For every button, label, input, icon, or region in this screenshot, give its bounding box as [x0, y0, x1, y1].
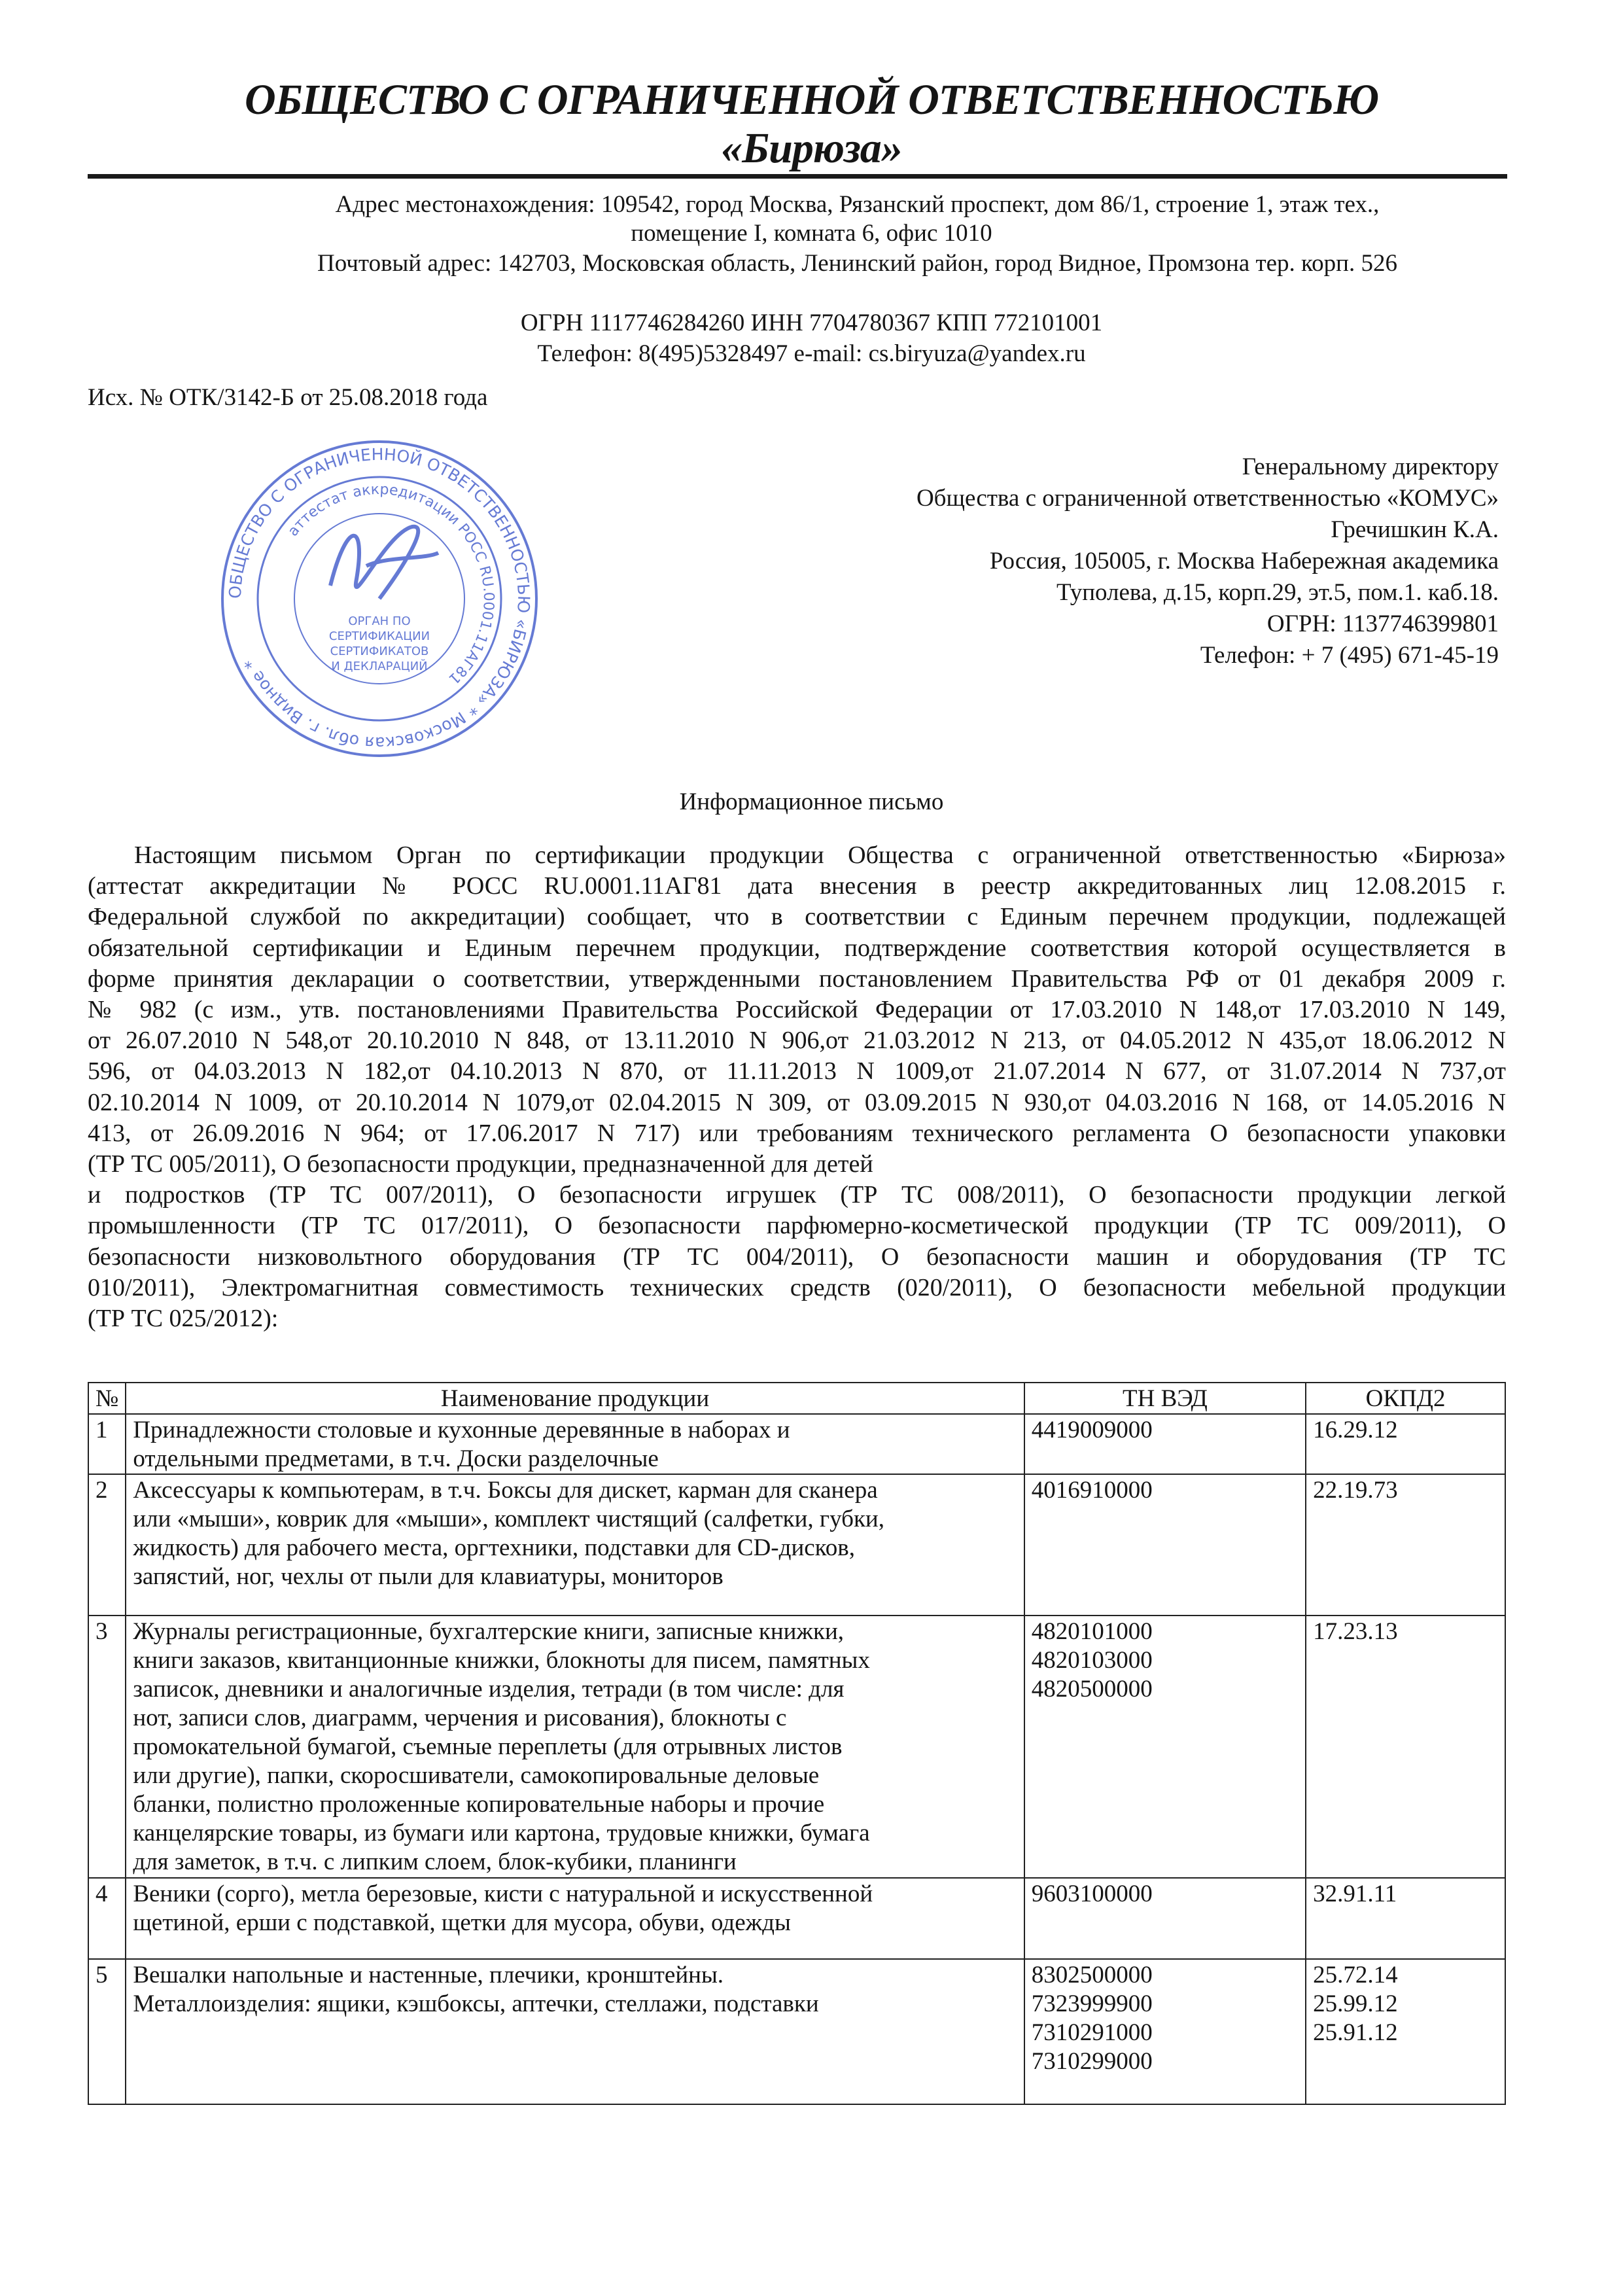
- body-line: 02.10.2014 N 1009, от 20.10.2014 N 1079,от 02.04.2015 N 309, от 03.09.2015 N 930,от 04.03.2016 N 168, от 14.05.2016 N: [88, 1088, 1506, 1116]
- header-okpd2: ОКПД2: [1306, 1383, 1505, 1414]
- cell-tnved-line: 4820500000: [1031, 1676, 1153, 1703]
- company-name-line1: ОБЩЕСТВО С ОГРАНИЧЕННОЙ ОТВЕТСТВЕННОСТЬЮ: [244, 76, 1379, 124]
- table-row: [88, 1414, 1505, 1474]
- body-line: форме принятия декларации о соответствии, утвержденными постановлением Правительства РФ от 01 декабря 2009 г.: [88, 964, 1506, 993]
- addressee-line: Гречишкин К.А.: [1331, 516, 1499, 543]
- cell-okpd2-line: 17.23.13: [1313, 1618, 1398, 1645]
- body-line: (ТР ТС 005/2011), О безопасности продукции, предназначенной для детей: [88, 1150, 873, 1178]
- cell-tnved: [1024, 1414, 1306, 1474]
- body-line: от 26.07.2010 N 548,от 20.10.2010 N 848, от 13.11.2010 N 906,от 21.03.2012 N 213, от 04.05.2012 N 435,от 18.06.2012 N: [88, 1027, 1506, 1055]
- body-line: (ТР ТС 025/2012):: [88, 1305, 279, 1332]
- stamp-outer-text: ОБЩЕСТВО С ОГРАНИЧЕННОЙ ОТВЕТСТВЕННОСТЬЮ «БИРЮЗА» * Московская обл. г. Видное *: [225, 444, 534, 753]
- cell-tnved: [1024, 1878, 1306, 1959]
- contacts: Телефон: 8(495)5328497 e-mail: cs.biryuza@yandex.ru: [537, 340, 1086, 367]
- cell-tnved-line: 4016910000: [1031, 1477, 1153, 1504]
- cell-okpd2-line: 32.91.11: [1313, 1881, 1397, 1907]
- cell-tnved-line: 4820101000: [1031, 1618, 1153, 1645]
- addressee-line: Россия, 105005, г. Москва Набережная академика: [989, 548, 1499, 574]
- legal-address-line1: Адрес местонахождения: 109542, город Москва, Рязанский проспект, дом 86/1, строение 1, этаж тех.,: [335, 191, 1380, 218]
- table-row: [88, 1474, 1505, 1616]
- stamp-center-line: СЕРТИФИКАТОВ: [330, 645, 429, 658]
- table-row: [88, 1616, 1505, 1878]
- cell-product-name-line: промокательной бумагой, съемные переплеты (для отрывных листов: [133, 1733, 843, 1760]
- cell-tnved-line: 4820103000: [1031, 1647, 1153, 1674]
- cell-tnved-line: 7310291000: [1031, 2019, 1153, 2046]
- cell-product-name: [126, 1959, 1024, 2104]
- postal-address: Почтовый адрес: 142703, Московская область, Ленинский район, город Видное, Промзона тер. корп. 526: [317, 250, 1397, 277]
- table-row: [88, 1878, 1505, 1959]
- cell-okpd2: [1306, 1474, 1505, 1616]
- cell-product-name: [126, 1474, 1024, 1616]
- body-line: № 982 (с изм., утв. постановлениями Правительства Российской Федерации от 17.03.2010 N 148,от 17.03.2010 N 149,: [88, 996, 1506, 1023]
- cell-product-name-line: Аксессуары к компьютерам, в т.ч. Боксы для дискет, карман для сканера: [133, 1477, 878, 1504]
- cell-product-name-line: канцелярские товары, из бумаги или картона, трудовые книжки, бумага: [133, 1820, 870, 1846]
- cell-tnved-line: 7310299000: [1031, 2048, 1153, 2075]
- cell-product-name-line: отдельными предметами, в т.ч. Доски разделочные: [133, 1445, 659, 1472]
- cell-tnved: [1024, 1616, 1306, 1878]
- cell-tnved-line: 7323999900: [1031, 1990, 1153, 2017]
- table-header-row: [88, 1383, 1505, 1414]
- cell-tnved-line: 4419009000: [1031, 1417, 1153, 1443]
- body-line: безопасности низковольтного оборудования (ТР ТС 004/2011), О безопасности машин и оборудования (ТР ТС: [88, 1243, 1506, 1271]
- body-line: (аттестат аккредитации № РОСС RU.0001.11АГ81 дата внесения в реестр аккредитованных лиц 12.08.2015 г.: [88, 872, 1506, 900]
- letterhead-divider: [88, 174, 1507, 179]
- product-table: [88, 1382, 1506, 2105]
- cell-product-name-line: Вешалки напольные и настенные, плечики, кронштейны.: [133, 1962, 724, 1988]
- cell-product-name-line: Журналы регистрационные, бухгалтерские книги, записные книжки,: [133, 1618, 845, 1645]
- body-line: Федеральной службой по аккредитации) сообщает, что в соответствии с Единым перечнем продукции, подлежащей: [88, 903, 1506, 931]
- cell-number: 5: [88, 1959, 126, 2104]
- registration-numbers: ОГРН 1117746284260 ИНН 7704780367 КПП 772101001: [520, 309, 1103, 336]
- signature: [330, 527, 438, 599]
- body-line: 413, от 26.09.2016 N 964; от 17.06.2017 N 717) или требованиям технического регламента О безопасности упаковки: [88, 1119, 1506, 1147]
- cell-number: 3: [88, 1616, 126, 1878]
- organization-stamp: [216, 435, 543, 762]
- cell-number: 1: [88, 1414, 126, 1474]
- cell-product-name: [126, 1878, 1024, 1959]
- stamp-center-line: СЕРТИФИКАЦИИ: [328, 629, 430, 643]
- stamp-inner-text: аттестат аккредитации РОСС RU.0001.11АГ81: [285, 481, 497, 688]
- body-line: Настоящим письмом Орган по сертификации продукции Общества с ограниченной ответственностью «Бирюза»: [134, 841, 1506, 869]
- body-line: 596, от 04.03.2013 N 182,от 04.10.2013 N 870, от 11.11.2013 N 1009,от 21.07.2014 N 677, от 31.07.2014 N 737,от: [88, 1057, 1506, 1086]
- cell-product-name-line: Металлоизделия: ящики, кэшбоксы, аптечки, стеллажи, подставки: [133, 1990, 819, 2017]
- addressee-block: [916, 451, 1499, 671]
- cell-product-name-line: бланки, полистно проложенные копировательные наборы и прочие: [133, 1791, 825, 1818]
- table-row: [88, 1959, 1505, 2104]
- cell-okpd2-line: 16.29.12: [1313, 1417, 1398, 1443]
- cell-number: 2: [88, 1474, 126, 1616]
- cell-okpd2: [1306, 1414, 1505, 1474]
- cell-product-name-line: или другие), папки, скоросшиватели, самокопировальные деловые: [133, 1762, 820, 1789]
- cell-product-name-line: или «мыши», коврик для «мыши», комплект чистящий (салфетки, губки,: [133, 1506, 884, 1532]
- addressee-line: Телефон: + 7 (495) 671-45-19: [1200, 642, 1499, 669]
- cell-tnved-line: 8302500000: [1031, 1962, 1153, 1988]
- body-line: промышленности (ТР ТС 017/2011), О безопасности парфюмерно-косметической продукции (ТР ТС 009/2011), О: [88, 1212, 1506, 1240]
- cell-product-name-line: жидкость) для рабочего места, оргтехники, подставки для CD-дисков,: [133, 1534, 855, 1561]
- addressee-line: Туполева, д.15, корп.29, эт.5, пом.1. каб.18.: [1056, 579, 1499, 606]
- company-name-line2: «Бирюза»: [721, 124, 902, 172]
- legal-address-line2: помещение I, комната 6, офис 1010: [631, 220, 992, 247]
- body-line: и подростков (ТР ТС 007/2011), О безопасности игрушек (ТР ТС 008/2011), О безопасности продукции легкой: [88, 1181, 1506, 1209]
- header-number: №: [88, 1383, 126, 1414]
- cell-okpd2: [1306, 1878, 1505, 1959]
- cell-okpd2-line: 25.72.14: [1313, 1962, 1398, 1988]
- header-tnved: ТН ВЭД: [1024, 1383, 1306, 1414]
- addressee-line: ОГРН: 1137746399801: [1266, 610, 1499, 637]
- cell-product-name-line: запястий, ног, чехлы от пыли для клавиатуры, мониторов: [133, 1563, 724, 1590]
- stamp-center-line: ОРГАН ПО: [348, 614, 411, 628]
- addressee-line: Генеральному директору: [1242, 453, 1499, 480]
- cell-tnved: [1024, 1474, 1306, 1616]
- cell-product-name-line: для заметок, в т.ч. с липким слоем, блок-кубики, планинги: [133, 1848, 737, 1875]
- cell-tnved-line: 9603100000: [1031, 1881, 1153, 1907]
- cell-product-name-line: Принадлежности столовые и кухонные деревянные в наборах и: [133, 1417, 790, 1443]
- cell-okpd2-line: 25.91.12: [1313, 2019, 1398, 2046]
- letter-heading: Информационное письмо: [679, 788, 944, 815]
- body-line: 010/2011), Электромагнитная совместимость технических средств (020/2011), О безопасности мебельной продукции: [88, 1273, 1506, 1301]
- stamp-center-text: [329, 614, 430, 673]
- cell-okpd2-line: 22.19.73: [1313, 1477, 1398, 1504]
- cell-product-name-line: Веники (сорго), метла березовые, кисти с натуральной и искусственной: [133, 1881, 873, 1907]
- cell-product-name-line: нот, записи слов, диаграмм, черчения и рисования), блокноты с: [133, 1704, 787, 1731]
- cell-product-name: [126, 1414, 1024, 1474]
- stamp-center-line: И ДЕКЛАРАЦИЙ: [331, 660, 428, 673]
- addressee-line: Общества с ограниченной ответственностью «КОМУС»: [916, 485, 1499, 512]
- cell-product-name-line: книги заказов, квитанционные книжки, блокноты для писем, памятных: [133, 1647, 870, 1674]
- cell-tnved: [1024, 1959, 1306, 2104]
- cell-okpd2-line: 25.99.12: [1313, 1990, 1398, 2017]
- body-line: обязательной сертификации и Единым перечнем продукции, подтверждение соответствия которой осуществляется в: [88, 934, 1506, 962]
- cell-product-name-line: щетиной, ерши с подставкой, щетки для мусора, обуви, одежды: [133, 1909, 791, 1936]
- cell-okpd2: [1306, 1616, 1505, 1878]
- cell-okpd2: [1306, 1959, 1505, 2104]
- cell-product-name-line: записок, дневники и аналогичные изделия, тетради (в том числе: для: [133, 1676, 845, 1703]
- outgoing-reference: Исх. № ОТК/3142-Б от 25.08.2018 года: [88, 384, 488, 411]
- cell-number: 4: [88, 1878, 126, 1959]
- cell-product-name: [126, 1616, 1024, 1878]
- header-product-name: Наименование продукции: [126, 1383, 1024, 1414]
